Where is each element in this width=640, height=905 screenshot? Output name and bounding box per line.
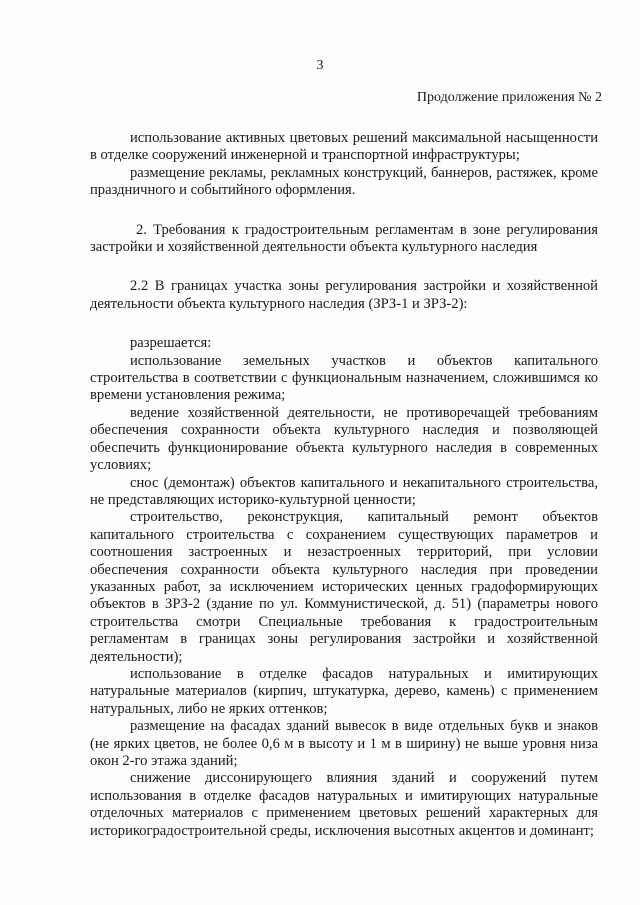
- paragraph: строительство, реконструкция, капитальный ремонт объектов капитального строительства с сохранением существующих параметров и соотношения застроенных и незастроенных территорий, при условии обеспечения сохранности объекта культурного наследия при проведении указанных работ, за исключением исторических ценных градоформирующих объектов в ЗРЗ-2 (здание по ул. Коммунистической, д. 51) (параметры нового строительства смотри Специальные требования к градостроительным регламентам в границах зоны регулирования застройки и хозяйственной деятельности);: [90, 509, 598, 665]
- paragraph: 2.2 В границах участка зоны регулирования застройки и хозяйственной деятельности объекта культурного наследия (ЗРЗ-1 и ЗРЗ-2):: [90, 278, 598, 312]
- paragraph: использование земельных участков и объектов капитального строительства в соответствии с функциональным назначением, сложившимся ко времени установления режима;: [90, 352, 598, 404]
- document-body: [90, 130, 598, 840]
- paragraph: размещение на фасадах зданий вывесок в виде отдельных букв и знаков (не ярких цветов, не более 0,6 м в высоту и 1 м в ширину) не выше уровня низа окон 2-го этажа зданий;: [90, 718, 598, 769]
- paragraph: использование в отделке фасадов натуральных и имитирующих натуральные материалов (кирпич, штукатурка, дерево, камень) с применением натуральных, либо не ярких оттенков;: [90, 665, 598, 717]
- section-heading: 2. Требования к градостроительным регламентам в зоне регулирования застройки и хозяйственной деятельности объекта культурного наследия: [90, 221, 598, 256]
- paragraph: размещение рекламы, рекламных конструкций, баннеров, растяжек, кроме праздничного и событийного оформления.: [90, 164, 598, 199]
- page-number: 3: [316, 58, 324, 73]
- paragraph: снижение диссонирующего влияния зданий и сооружений путем использования в отделке фасадов натуральных и имитирующих натуральные отделочных материалов с применением цветовых решений характерных для историкоградостроительной среды, исключения высотных акцентов и доминант;: [90, 770, 598, 839]
- appendix-note: Продолжение приложения № 2: [416, 90, 602, 105]
- paragraph: ведение хозяйственной деятельности, не противоречащей требованиям обеспечения сохранности объекта культурного наследия и позволяющей обеспечить функционирование объекта культурного наследия в современных условиях;: [90, 404, 598, 474]
- paragraph: снос (демонтаж) объектов капитального и некапитального строительства, не представляющих историко-культурной ценности;: [90, 474, 598, 508]
- paragraph: использование активных цветовых решений максимальной насыщенности в отделке сооружений инженерной и транспортной инфраструктуры;: [90, 130, 598, 164]
- paragraph: разрешается:: [130, 335, 212, 352]
